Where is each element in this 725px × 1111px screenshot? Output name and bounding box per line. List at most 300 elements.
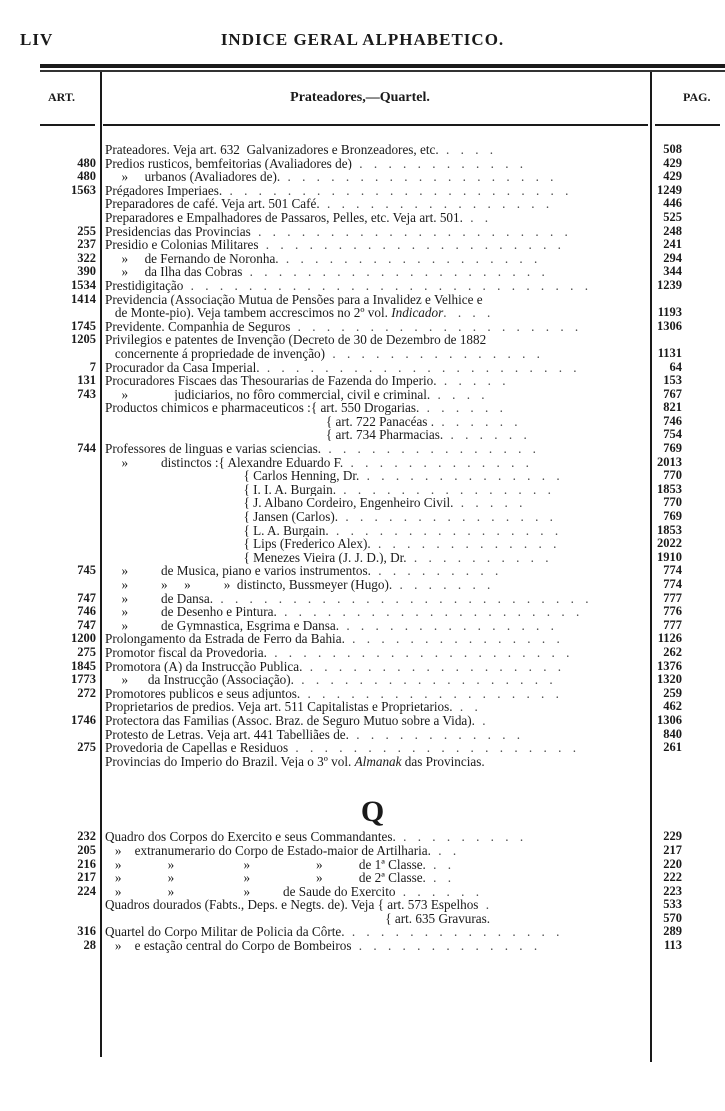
article-number: 205 [77, 842, 96, 857]
entry-text [105, 858, 635, 872]
entry-text [105, 510, 635, 524]
entry-label: » de Desenho e Pintura. [105, 605, 277, 619]
article-number: 322 [77, 250, 96, 265]
entry-text [105, 592, 635, 606]
entry-label: Productos chimicos e pharmaceuticos :{ art. 550 Drogarias. [105, 401, 420, 415]
page-reference: 64 [669, 359, 682, 374]
entry-label: » de Dansa. [105, 591, 214, 606]
index-entry [0, 279, 725, 293]
entry-text [105, 456, 635, 470]
index-entry [0, 871, 725, 885]
index-entry [0, 347, 725, 361]
entry-label-continued: das Provincias. [401, 754, 485, 769]
entry-text [105, 143, 635, 157]
index-entry [0, 428, 725, 442]
page-reference: 241 [663, 237, 682, 252]
page-reference: 2022 [657, 536, 682, 551]
index-entry [0, 469, 725, 483]
entry-text [105, 714, 635, 728]
dot-leader: . . [425, 857, 456, 872]
entry-text [105, 687, 635, 701]
entry-label: Predios rusticos, bemfeitorias (Avaliadores de) [105, 156, 352, 171]
entry-label: » » » » distincto, Bussmeyer (Hugo). [105, 578, 393, 592]
dot-leader: . . . . [430, 387, 489, 402]
dot-leader: . . . . . . [419, 401, 507, 415]
entry-text [105, 632, 635, 646]
section-letter-heading: Q [360, 795, 385, 829]
article-number: 28 [83, 938, 96, 953]
entry-label: Previdente. Companhia de Seguros [105, 319, 291, 334]
page-reference: 1131 [657, 345, 682, 360]
entry-label: Prestidigitação [105, 278, 184, 293]
page-reference: 525 [663, 209, 682, 224]
page-reference: 746 [663, 413, 682, 428]
article-number: 480 [77, 169, 96, 184]
page-reference: 1126 [657, 631, 682, 646]
dot-leader: . . . . . . . . . . . . [348, 727, 525, 742]
page-reference: 229 [663, 829, 682, 844]
article-number: 1845 [71, 658, 96, 673]
top-rule [40, 64, 725, 68]
entry-label: Preparadores de café. Veja art. 501 Café. [105, 197, 320, 211]
entry-label: Prateadores. Veja art. 632 Galvanizadores e Bronzeadores, etc. [105, 143, 439, 157]
entry-label: Presidencias das Provincias [105, 224, 251, 239]
article-number: 1745 [71, 318, 96, 333]
dot-leader: . . . . . . . . . . . . . [351, 939, 542, 953]
entry-text [105, 320, 635, 334]
index-entry [0, 510, 725, 524]
entry-label: Previdencia (Associação Mutua de Pensões para a Invalidez e Velhice e [105, 292, 483, 307]
index-entry [0, 898, 725, 912]
index-entry [0, 483, 725, 497]
index-entry [0, 673, 725, 687]
page-reference: 1853 [657, 481, 682, 496]
entry-label: Procurador da Casa Imperial. [105, 360, 260, 375]
entry-text [105, 844, 635, 858]
entry-text [105, 211, 635, 225]
entry-text [105, 496, 635, 510]
entry-text [105, 885, 635, 899]
entry-label: Quartel do Corpo Militar de Policia da Côrte. [105, 925, 345, 940]
dot-leader: . . . . [438, 143, 498, 157]
entry-text [105, 442, 635, 456]
entry-text [105, 524, 635, 538]
dot-leader: . . . . . . . . . . . . . . . . . . . . . [276, 605, 584, 619]
dot-leader: . . . . . . . . . . . . . . . . . . [300, 686, 563, 701]
index-body [0, 143, 725, 953]
page-reference: 1306 [657, 318, 682, 333]
page-reference: 222 [663, 870, 682, 885]
entry-label: » » » de Saude do Exercito [105, 884, 396, 899]
page-reference: 1320 [657, 672, 682, 687]
dot-leader: . . [430, 843, 461, 858]
index-entry [0, 265, 725, 279]
index-entry [0, 170, 725, 184]
entry-text [105, 238, 635, 252]
dot-leader: . . . . . . . . . . . . . . . [321, 442, 540, 456]
index-entry [0, 388, 725, 402]
index-entry [0, 646, 725, 660]
entry-label: Promotores publicos e seus adjuntos. [105, 686, 301, 701]
dot-leader: . . . . . . . . . . . . . . . . [328, 523, 563, 538]
entry-label: » de Musica, piano e varios instrumentos. [105, 564, 371, 578]
entry-label: Quadro dos Corpos do Exercito e seus Commandantes. [105, 830, 396, 844]
index-entry [0, 605, 725, 619]
entry-label: { I. I. A. Burgain. [105, 482, 336, 497]
article-number: 746 [77, 604, 96, 619]
dot-leader: . . . . . . . . . . . . . . . . . . [293, 673, 557, 687]
entry-text [105, 361, 635, 375]
page-reference: 769 [663, 441, 682, 456]
dot-leader: . . [425, 871, 456, 885]
entry-label: Protectora das Familias (Assoc. Braz. de Seguro Mutuo sobre a Vida). [105, 713, 475, 728]
entries-p [0, 143, 725, 768]
dot-leader: . . . . . . . . . . . . . . . . . . . . . . [250, 224, 572, 239]
entry-label: { Lips (Frederico Alex). [105, 537, 371, 551]
entry-text [105, 871, 635, 885]
page-number: LIV [20, 30, 54, 49]
index-entry [0, 660, 725, 674]
article-number: 743 [77, 386, 96, 401]
index-entry [0, 687, 725, 701]
dot-leader: . . . . . . . . . . . . . . . [336, 482, 555, 497]
entry-label: Protesto de Letras. Veja art. 441 Tabelliães de. [105, 727, 349, 742]
entry-text [105, 741, 635, 755]
dot-leader: . . . . . . . . . . . . . . . [344, 632, 564, 646]
entry-label: { art. 635 Gravuras. [105, 911, 491, 926]
dot-leader: . . . . . . . . . . . . . . . . . . . . . [242, 265, 549, 279]
entry-label: » » » » de 2ª Classe. [105, 871, 426, 885]
index-entry [0, 143, 725, 157]
entry-label: Promotora (A) da Instrucção Publica. [105, 659, 303, 674]
dot-leader: . . . . . . . . . . . . . . . . [319, 197, 554, 211]
index-entry [0, 211, 725, 225]
entry-label: » distinctos :{ Alexandre Eduardo F. [105, 455, 344, 470]
index-entry [0, 252, 725, 266]
dot-leader: . . . . . . . . . . . . . . . . . . . . [290, 319, 583, 334]
index-entry [0, 496, 725, 510]
entry-text [105, 333, 635, 347]
dot-leader: . . . . . . . . . [370, 564, 503, 578]
index-entry [0, 551, 725, 565]
index-entry [0, 755, 725, 769]
page-reference: 770 [663, 468, 682, 483]
entry-text [105, 279, 635, 293]
entries-q [0, 830, 725, 952]
index-entry [0, 844, 725, 858]
header-rule-pag [655, 124, 720, 126]
entry-text [105, 170, 635, 184]
index-entry [0, 157, 725, 171]
section-title: Prateadores,—Quartel. [290, 90, 430, 105]
page-reference: 840 [663, 726, 682, 741]
page-reference: 289 [663, 924, 682, 939]
entry-label: » da Instrucção (Associação). [105, 673, 294, 687]
article-number: 747 [77, 617, 96, 632]
article-number: 1746 [71, 712, 96, 727]
page-reference: 570 [663, 910, 682, 925]
page-reference: 821 [663, 400, 682, 415]
entry-label: Procuradores Fiscaes das Thesourarias de Fazenda do Imperio. [105, 374, 437, 388]
dot-leader: . . . . . . . . . . . . . . . . . . . . . . . . . . [213, 591, 593, 606]
entry-text [105, 483, 635, 497]
page-reference: 1239 [657, 277, 682, 292]
index-entry [0, 374, 725, 388]
dot-leader: . . . . . . . . . . . . . . . . . . . . . . . . . . . . [183, 278, 592, 293]
article-number: 1414 [71, 291, 96, 306]
entry-label: Privilegios e patentes de Invenção (Decreto de 30 de Dezembro de 1882 [105, 333, 487, 347]
entry-text [105, 564, 635, 578]
index-entry [0, 524, 725, 538]
entry-label: Promotor fiscal da Provedoria. [105, 645, 267, 660]
page-reference: 533 [663, 897, 682, 912]
index-entry [0, 714, 725, 728]
entry-text [105, 265, 635, 279]
entry-text [105, 197, 635, 211]
page-title: INDICE GERAL ALPHABETICO. [220, 30, 505, 49]
dot-leader: . . . . . . [395, 884, 484, 899]
entry-text [105, 401, 635, 415]
dot-leader: . . . . . . . . . . . . . . . [344, 925, 564, 940]
dot-leader: . . . . . . . [392, 578, 495, 592]
entry-text [105, 939, 635, 953]
entry-label: Presidio e Colonias Militares [105, 238, 259, 252]
index-entry [0, 925, 725, 939]
entry-text [105, 551, 635, 565]
entry-text [105, 660, 635, 674]
index-entry [0, 885, 725, 899]
index-entry [0, 415, 725, 429]
entry-text [105, 925, 635, 939]
page-reference: 429 [663, 155, 682, 170]
dot-leader: . . . . . . . . . . . . . . . . . . . . . . [259, 360, 581, 375]
dot-leader: . . . . . . . . . [395, 830, 528, 844]
article-number: 217 [77, 870, 96, 885]
page-reference: 113 [663, 938, 682, 953]
entry-text [105, 388, 635, 402]
entry-label: » e estação central do Corpo de Bombeiros [105, 939, 352, 953]
article-number: 216 [77, 856, 96, 871]
dot-leader: . . [462, 210, 493, 225]
page-reference: 462 [663, 699, 682, 714]
entry-text [105, 673, 635, 687]
dot-leader: . . . . . . [434, 414, 522, 429]
dot-leader: . . . . . . . . . . . . . . . . . . . . . . . . [222, 183, 573, 198]
entry-label: » judiciarios, no fôro commercial, civil e criminal. [105, 387, 431, 402]
header-rule-main [103, 124, 648, 126]
dot-leader: . . . . . . . . . . . . . . . [339, 618, 558, 633]
article-number: 1563 [71, 182, 96, 197]
article-number: 1773 [71, 672, 96, 687]
article-number: 7 [89, 359, 96, 374]
dot-leader: . . . . . . [443, 428, 531, 443]
page-reference: 774 [663, 563, 682, 578]
index-entry [0, 700, 725, 714]
index-entry [0, 401, 725, 415]
page-reference: 777 [663, 590, 682, 605]
index-entry [0, 333, 725, 347]
entry-text [105, 184, 635, 198]
index-entry [0, 728, 725, 742]
article-number: 232 [77, 829, 96, 844]
entry-text [105, 619, 635, 633]
article-number: 316 [77, 924, 96, 939]
page-reference: 776 [663, 604, 682, 619]
page-reference: 259 [663, 685, 682, 700]
page-reference: 754 [663, 427, 682, 442]
article-number: 1534 [71, 277, 96, 292]
dot-leader: . . . . . . . . . . . . . . . . . . . . . [266, 645, 574, 660]
dot-leader: . . . . . . . . . . . . . . . [338, 510, 557, 524]
dot-leader: . . [452, 700, 482, 714]
entry-label: { L. A. Burgain. [105, 523, 329, 538]
entry-italic-reference: Almanak [354, 754, 402, 769]
index-entry [0, 293, 725, 307]
pag-column-header: PAG. [683, 90, 711, 104]
dot-leader: . . . . . . . . . . . . . . . . . . [278, 251, 542, 266]
dot-leader: . . . . . . . . . . . . . . [359, 469, 564, 483]
dot-leader: . [474, 713, 490, 728]
index-entry [0, 306, 725, 320]
dot-leader: . . . . . . . . . . . . . . . . . . . [280, 170, 558, 184]
page-reference: 217 [663, 842, 682, 857]
entry-text [105, 225, 635, 239]
page-reference: 220 [663, 856, 682, 871]
page-reference: 769 [663, 509, 682, 524]
entry-text [105, 728, 635, 742]
page-reference: 1853 [657, 522, 682, 537]
entry-label: { J. Albano Cordeiro, Engenheiro Civil. [105, 496, 454, 511]
index-entry [0, 858, 725, 872]
index-entry [0, 361, 725, 375]
page-reference: 1306 [657, 712, 682, 727]
index-entry [0, 592, 725, 606]
entry-label: Professores de linguas e varias sciencias. [105, 442, 322, 456]
index-entry [0, 741, 725, 755]
entry-label: concernente á propriedade de invenção) [105, 346, 326, 361]
page-reference: 262 [663, 644, 682, 659]
entry-label: Preparadores e Empalhadores de Passaros, Pelles, etc. Veja art. 501. [105, 210, 463, 225]
index-entry [0, 197, 725, 211]
entry-label: » » » » de 1ª Classe. [105, 857, 426, 872]
page-reference: 446 [663, 196, 682, 211]
article-number: 224 [77, 883, 96, 898]
index-entry [0, 632, 725, 646]
article-number: 390 [77, 264, 96, 279]
page-reference: 767 [663, 386, 682, 401]
page-reference: 1249 [657, 182, 682, 197]
dot-leader: . [478, 898, 494, 912]
index-entry [0, 442, 725, 456]
index-entry [0, 578, 725, 592]
index-entry [0, 912, 725, 926]
article-number: 275 [77, 740, 96, 755]
dot-leader: . . . . . . . . . . [406, 550, 553, 565]
entry-label: » extranumerario do Corpo de Estado-maior de Artilharia. [105, 843, 431, 858]
entry-text [105, 252, 635, 266]
page-reference: 344 [663, 264, 682, 279]
page-reference: 774 [663, 577, 682, 591]
entry-text [105, 830, 635, 844]
entry-label: Quadros dourados (Fabts., Deps. e Negts. de). Veja { art. 573 Espelhos [105, 898, 479, 912]
entry-label: » da Ilha das Cobras [105, 265, 243, 279]
page-reference: 2013 [657, 454, 682, 469]
entry-label: » urbanos (Avaliadores de). [105, 170, 281, 184]
article-number: 275 [77, 644, 96, 659]
entry-text [105, 415, 635, 429]
page-reference: 294 [663, 250, 682, 265]
index-entry [0, 456, 725, 470]
article-number: 272 [77, 685, 96, 700]
page-reference: 261 [663, 740, 682, 755]
entry-label: { art. 722 Panacéas . [105, 414, 435, 429]
entry-label: Provedoria de Capellas e Residuos [105, 741, 289, 755]
dot-leader: . . . . . [453, 496, 527, 511]
index-entry [0, 564, 725, 578]
index-entry [0, 184, 725, 198]
page-reference: 1193 [657, 305, 682, 320]
article-number: 131 [77, 373, 96, 388]
page-reference: 770 [663, 495, 682, 510]
entry-text [105, 755, 635, 769]
entry-label: { Menezes Vieira (J. J. D.), Dr. [105, 550, 407, 565]
entry-italic-reference: Indicador [391, 306, 444, 320]
article-number: 255 [77, 223, 96, 238]
entry-label: Provincias do Imperio do Brazil. Veja o 3º vol. [105, 754, 355, 769]
index-entry [0, 537, 725, 551]
entry-text [105, 157, 635, 171]
entry-label: { Carlos Henning, Dr. [105, 469, 360, 483]
page-reference: 429 [663, 169, 682, 184]
page-reference: 508 [663, 142, 682, 156]
article-number: 744 [77, 441, 96, 456]
page-reference: 153 [663, 373, 682, 388]
entry-label: » de Fernando de Noronha. [105, 251, 279, 266]
entry-text [105, 646, 635, 660]
page-reference: 1376 [657, 658, 682, 673]
article-number: 747 [77, 590, 96, 605]
page-reference: 223 [663, 883, 682, 898]
article-number: 480 [77, 155, 96, 170]
entry-text [105, 605, 635, 619]
dot-leader: . . . . . . . . . . . . . . . . . . . . . [258, 238, 565, 252]
entry-text [105, 428, 635, 442]
entry-text [105, 700, 635, 714]
entry-label: Prégadores Imperiaes. [105, 183, 223, 198]
article-number: 1200 [71, 631, 96, 646]
entry-text [105, 374, 635, 388]
entry-text [105, 293, 635, 307]
top-rule-secondary [40, 70, 725, 72]
entry-text [105, 537, 635, 551]
entry-label: de Monte-pio). Veja tambem accrescimos no 2º vol. [105, 306, 392, 320]
entry-text [105, 578, 635, 592]
dot-leader: . . . . . . . . . . . . . . . [325, 346, 544, 361]
entry-text [105, 469, 635, 483]
entry-label: Prolongamento da Estrada de Ferro da Bahia. [105, 632, 345, 646]
header-rule-art [40, 124, 95, 126]
article-number: 745 [77, 563, 96, 578]
art-column-header: ART. [48, 90, 76, 104]
entry-text [105, 912, 635, 926]
index-entry [0, 830, 725, 844]
dot-leader: . . . . . [436, 374, 510, 388]
index-entry [0, 320, 725, 334]
section-spacer [0, 768, 725, 794]
entry-label: { art. 734 Pharmacias. [105, 428, 444, 443]
dot-leader: . . . . . . . . . . . . . . . . . . . . [288, 741, 580, 755]
page-reference: 777 [663, 617, 682, 632]
